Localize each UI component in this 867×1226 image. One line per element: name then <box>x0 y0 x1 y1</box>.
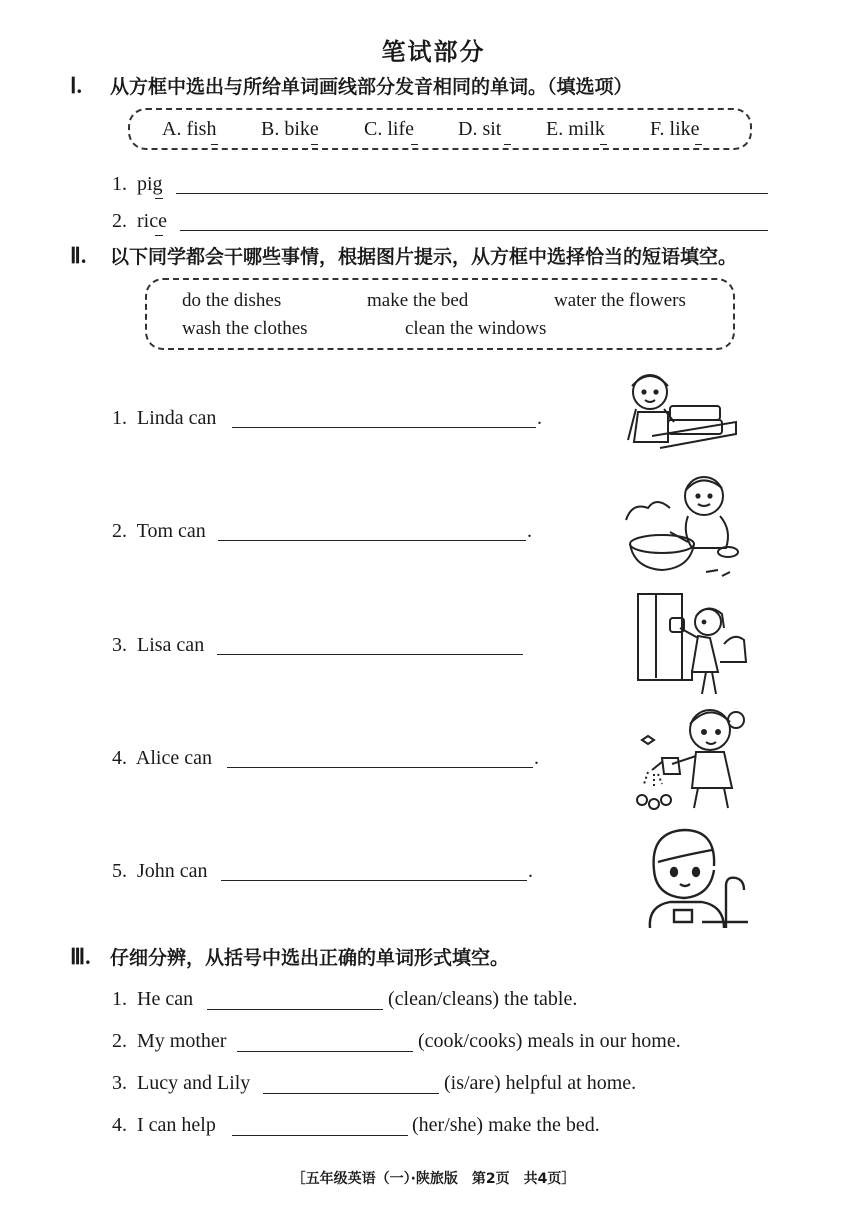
s3-q1-rest: (clean/cleans) the table. <box>388 988 578 1010</box>
option-a-word: fish <box>186 118 217 140</box>
section-2-heading <box>70 242 737 269</box>
girl-watering-flowers-picture <box>632 700 754 816</box>
option-b-mark <box>311 144 318 145</box>
option-f: F. like <box>650 118 700 140</box>
section-1-number: Ⅰ. <box>70 73 82 98</box>
s3-q4-answer-line[interactable] <box>232 1135 408 1136</box>
s1-question-1: 1. pig <box>112 173 163 195</box>
option-b-word: bike <box>284 118 319 140</box>
option-f-word: like <box>669 118 700 140</box>
section-2-instruction: 以下同学都会干哪些事情，根据图片提示，从方框中选择恰当的短语填空。 <box>110 246 738 268</box>
section-3-instruction: 仔细分辨，从括号中选出正确的单词形式填空。 <box>110 947 510 969</box>
s3-question-3: 3. Lucy and Lily <box>112 1072 251 1094</box>
option-e-mark <box>600 144 607 145</box>
phrase-4: wash the clothes <box>182 318 308 339</box>
s2-q4-period: . <box>534 747 539 769</box>
s3-q4-rest: (her/she) make the bed. <box>412 1114 600 1136</box>
section-3-number: Ⅲ. <box>70 944 91 969</box>
s2-q1-answer-line[interactable] <box>232 427 536 428</box>
option-d-word: sit <box>482 118 502 140</box>
s3-question-4: 4. I can help <box>112 1114 216 1136</box>
s3-q1-answer-line[interactable] <box>207 1009 383 1010</box>
phrase-5: clean the windows <box>405 318 547 339</box>
s2-q5-answer-line[interactable] <box>221 880 527 881</box>
option-e-word: milk <box>568 118 605 140</box>
s3-q3-answer-line[interactable] <box>263 1093 439 1094</box>
option-a-mark <box>211 144 218 145</box>
phrase-1: do the dishes <box>182 290 282 311</box>
section-1-instruction: 从方框中选出与所给单词画线部分发音相同的单词。（填选项） <box>110 76 633 98</box>
s2-question-2: 2. Tom can <box>112 520 206 542</box>
phrase-3: water the flowers <box>554 290 686 311</box>
s2-q2-period: . <box>527 520 532 542</box>
section-1-heading <box>70 72 633 99</box>
s2-q5-period: . <box>528 860 533 882</box>
page-footer: ［五年级英语（一）·陕旅版 第2页 共4页］ <box>291 1171 576 1187</box>
option-c-word: life <box>387 118 414 140</box>
s2-q3-answer-line[interactable] <box>217 654 523 655</box>
option-c: C. life <box>364 118 414 140</box>
s1-question-2: 2. rice <box>112 210 167 232</box>
option-b: B. bike <box>261 118 319 140</box>
page-title: 笔试部分 <box>381 38 486 66</box>
section-3-heading <box>70 943 509 970</box>
option-c-mark <box>411 144 418 145</box>
option-d-mark <box>504 144 511 145</box>
s2-question-3: 3. Lisa can <box>112 634 205 656</box>
section-2-number: Ⅱ. <box>70 243 87 268</box>
s2-q4-answer-line[interactable] <box>227 767 533 768</box>
girl-cleaning-window-picture <box>636 592 748 696</box>
s2-question-5: 5. John can <box>112 860 208 882</box>
s3-q2-answer-line[interactable] <box>237 1051 413 1052</box>
option-e: E. milk <box>546 118 605 140</box>
option-a: A. fish <box>162 118 217 140</box>
phrase-2: make the bed <box>367 290 469 311</box>
option-d: D. sit <box>458 118 502 140</box>
girl-making-bed-picture <box>612 362 744 454</box>
s3-q2-rest: (cook/cooks) meals in our home. <box>418 1030 681 1052</box>
s3-question-1: 1. He can <box>112 988 194 1010</box>
s1-q2-mark <box>155 235 163 236</box>
s1-q1-word: pig <box>137 173 163 195</box>
s1-q1-mark <box>155 198 163 199</box>
s2-question-4: 4. Alice can <box>112 747 212 769</box>
s2-q2-answer-line[interactable] <box>218 540 526 541</box>
s2-q1-period: . <box>537 407 542 429</box>
s1-q2-answer-line[interactable] <box>180 230 768 231</box>
s1-q1-answer-line[interactable] <box>176 193 768 194</box>
boy-doing-dishes-picture <box>640 826 752 930</box>
child-washing-clothes-picture <box>622 472 744 584</box>
s1-q2-word: rice <box>137 210 167 232</box>
s3-question-2: 2. My mother <box>112 1030 227 1052</box>
s2-question-1: 1. Linda can <box>112 407 217 429</box>
s3-q3-rest: (is/are) helpful at home. <box>444 1072 637 1094</box>
option-f-mark <box>695 144 702 145</box>
